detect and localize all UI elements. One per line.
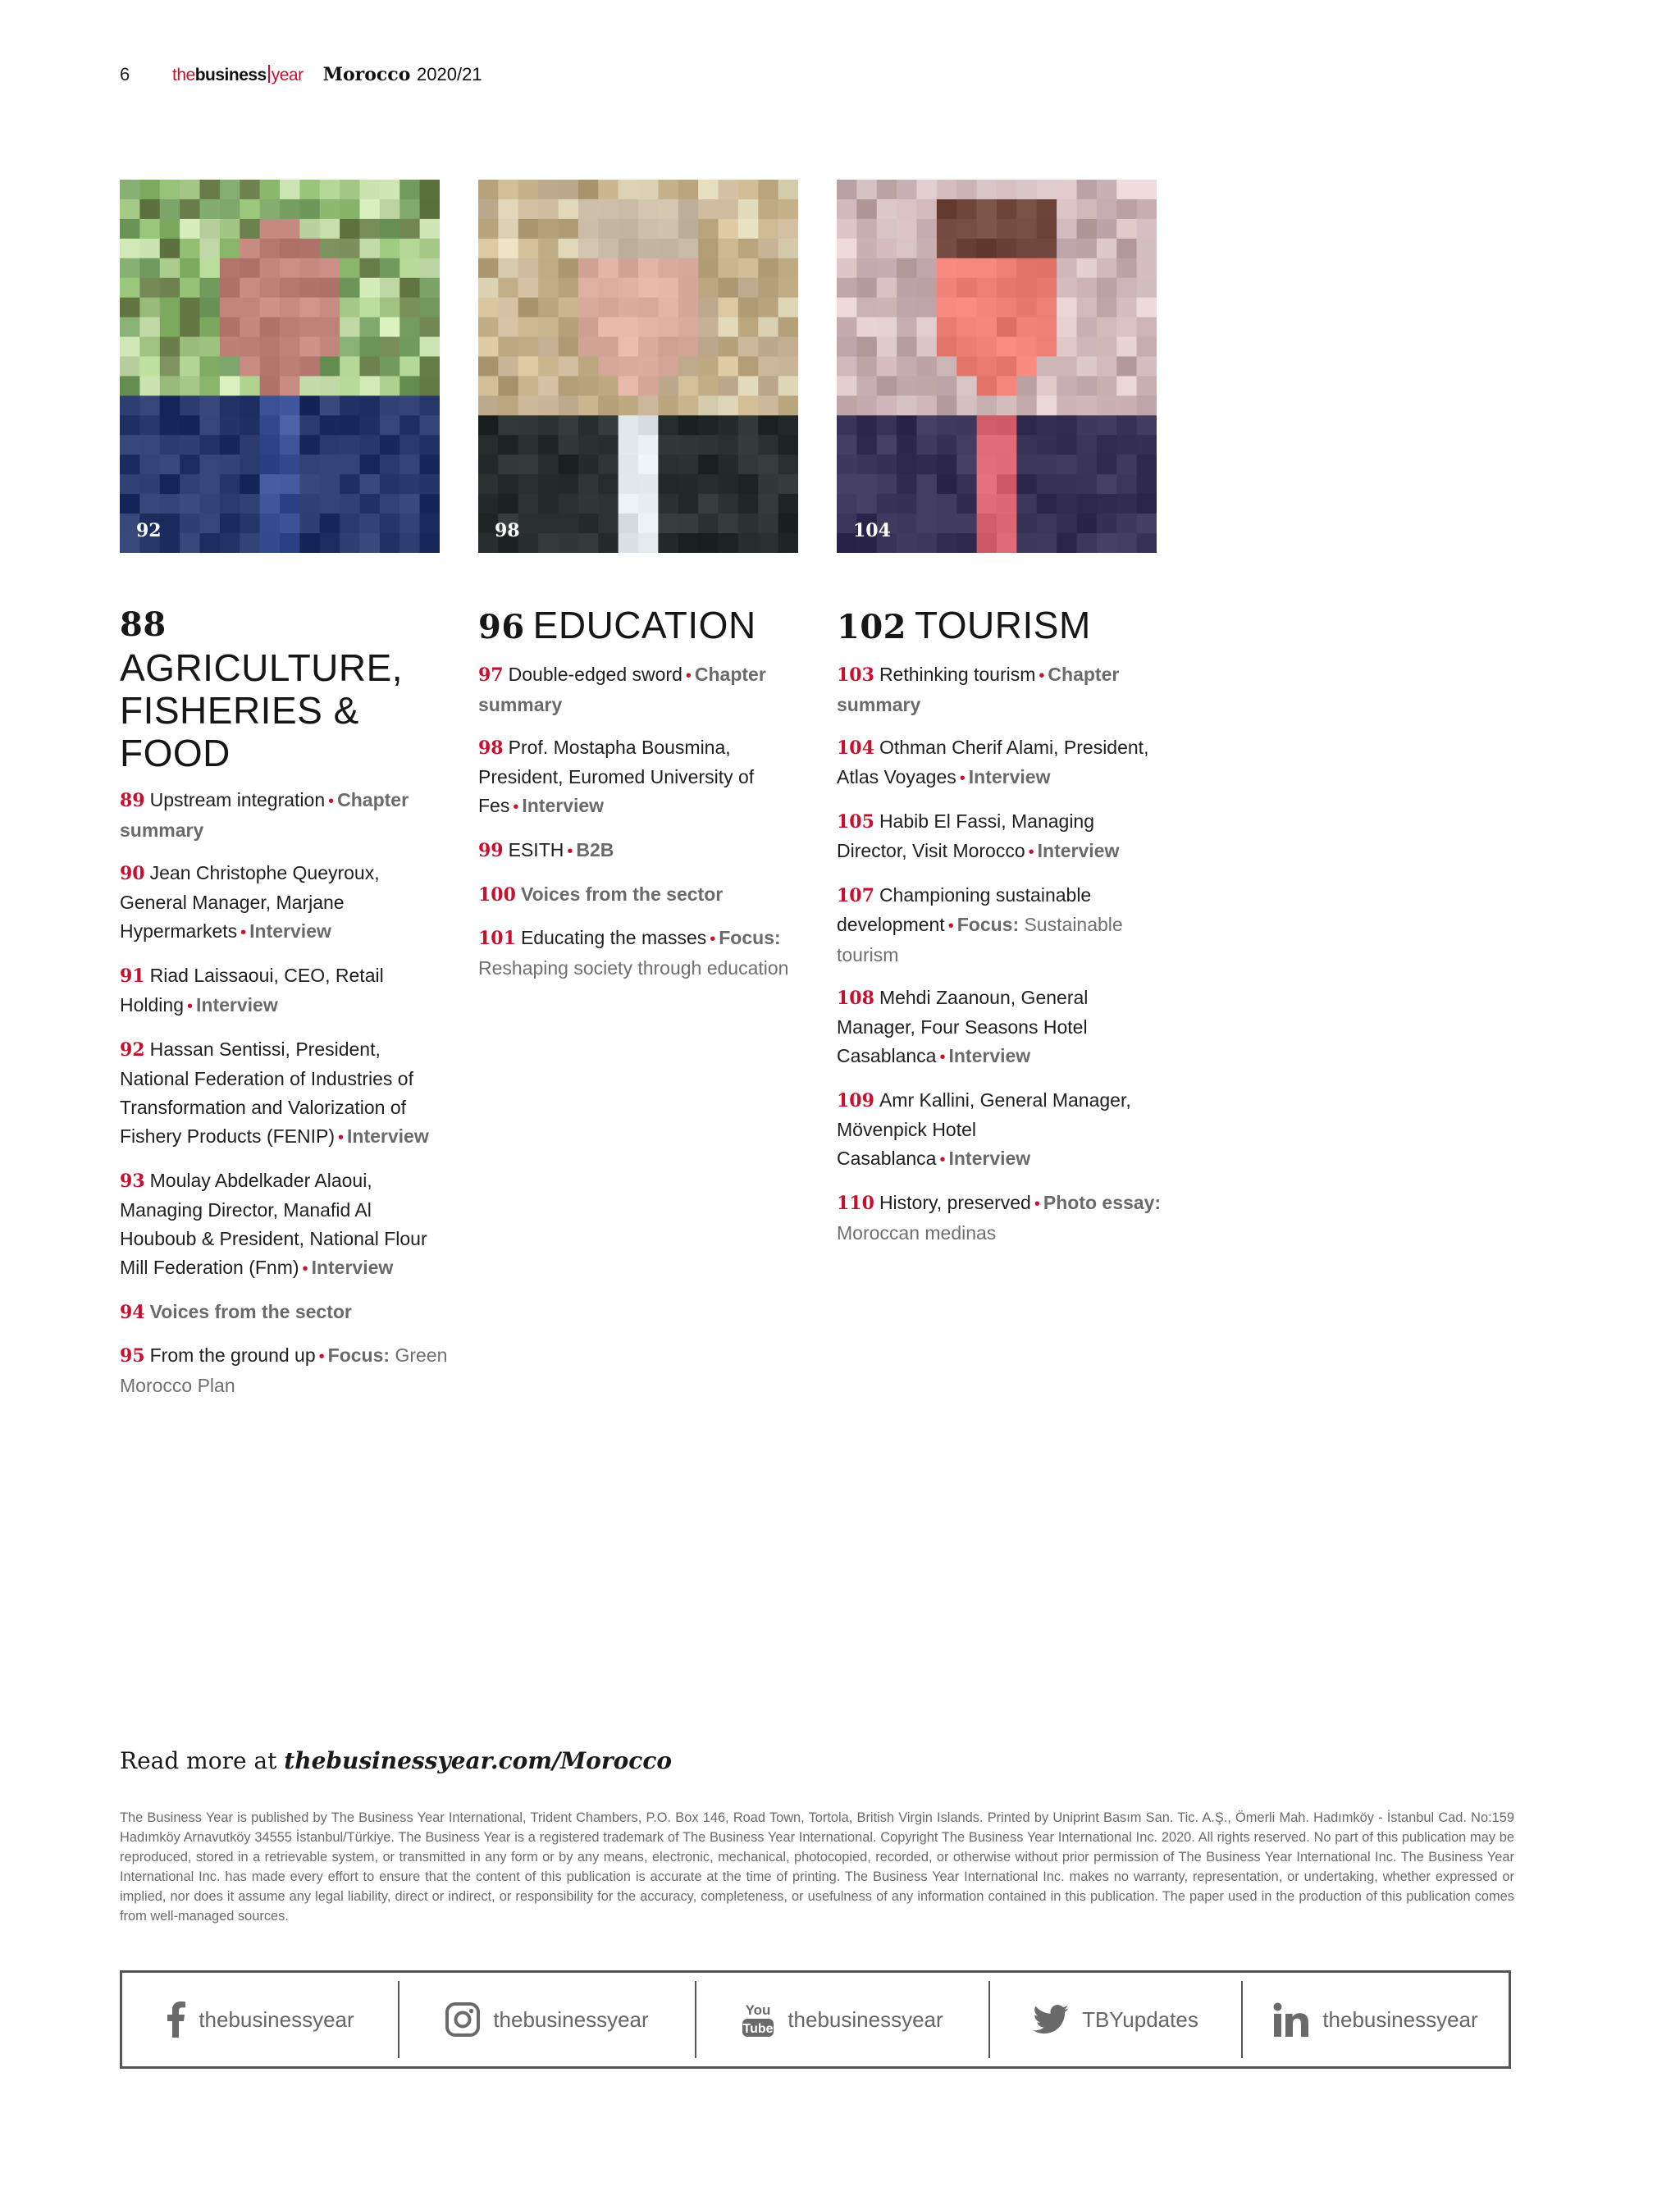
toc-entry[interactable]	[478, 924, 806, 983]
entry-page-number: 110	[837, 1193, 874, 1214]
facebook-icon	[166, 2001, 185, 2038]
toc-entry[interactable]	[120, 1298, 448, 1327]
social-handle: thebusinessyear	[788, 2006, 943, 2032]
toc-entry[interactable]	[478, 660, 806, 719]
entry-title: Mehdi Zaanoun, General Manager, Four Seasons Hotel Casablanca	[837, 987, 1089, 1066]
social-handle: thebusinessyear	[199, 2006, 354, 2032]
youtube-icon	[742, 2001, 774, 2038]
entry-page-number: 100	[478, 884, 516, 906]
portrait-photo-3	[837, 180, 1157, 553]
social-handle: thebusinessyear	[1322, 2006, 1478, 2032]
entry-page-number: 94	[120, 1302, 145, 1323]
entry-page-number: 105	[837, 811, 874, 833]
legal-notice: The Business Year is published by The Business Year International, Trident Chambers, P.O. Box 146, Road Town, Tortola, British Virgin Islands. Printed by Uniprint Basım San. Tic. A.Ş., Ömerli Mah. Hadımköy - İstanbul Cad. No:159 Hadımköy Arnavutköy 34555 İstanbul/Türkiye. The Business Year is a registered trademark of The Business Year International. Copyright The Business Year International Inc. 2020. All rights reserved. No part of this publication may be reproduced, stored in a retrievable system, or transmitted in any form or by any means, electronic, mechanical, photocopied, recorded, or otherwise without prior permission of The Business Year International Inc. The Business Year International Inc. has made every effort to ensure that the content of this publication is accurate at the time of printing. The Business Year International Inc. makes no warranty, representation, or undertaking, whether expressed or implied, nor does it assume any legal liability, direct or indirect, or responsibility for the accuracy, completeness, or usefulness of any information contained in this publication. The paper used in the production of this publication comes from well-managed sources.	[120, 1810, 1514, 1924]
toc-entry[interactable]	[837, 984, 1165, 1072]
entry-page-number: 95	[120, 1345, 145, 1367]
toc-entry[interactable]	[120, 1166, 448, 1284]
toc-list	[120, 786, 448, 1400]
pixelated-portrait-3	[837, 180, 1157, 553]
entry-page-number: 92	[120, 1039, 145, 1061]
entry-type-tag: Chapter summary	[478, 664, 766, 715]
brand-logo: thebusiness year	[172, 65, 304, 84]
toc-list	[837, 660, 1165, 1248]
pixelated-portrait-2	[478, 180, 798, 553]
entry-title: Double-edged sword	[508, 664, 682, 685]
social-instagram[interactable]	[398, 1981, 695, 2058]
bullet-separator: •	[328, 792, 335, 810]
portrait-photo-1	[120, 180, 440, 553]
entry-title: Voices from the sector	[520, 883, 724, 905]
section-education	[478, 604, 806, 997]
section-name: AGRICULTURE, FISHERIES & FOOD	[120, 646, 404, 774]
toc-entry[interactable]	[120, 1341, 448, 1400]
toc-entry[interactable]	[837, 807, 1165, 867]
section-number: 96	[478, 608, 525, 646]
entry-type-tag: Interview	[249, 920, 331, 942]
section-tourism	[837, 604, 1165, 1262]
entry-page-number: 109	[837, 1090, 874, 1111]
entry-subtitle: Sustainable tourism	[837, 914, 1123, 965]
entry-type-tag: Interview	[196, 994, 278, 1016]
entry-type-tag: Interview	[522, 795, 605, 816]
read-more	[120, 1747, 672, 1774]
bullet-separator: •	[959, 769, 966, 787]
entry-title: Championing sustainable development	[837, 884, 1092, 935]
entry-page-number: 97	[478, 664, 504, 686]
toc-entry[interactable]	[478, 880, 806, 910]
section-name: TOURISM	[915, 604, 1091, 646]
entry-title: Prof. Mostapha Bousmina, President, Euromed University of Fes	[478, 737, 755, 816]
section-name: EDUCATION	[532, 604, 756, 646]
entry-title: Riad Laissaoui, CEO, Retail Holding	[120, 965, 384, 1016]
section-number: 88	[120, 605, 167, 644]
entry-title: Upstream integration	[149, 789, 326, 810]
twitter-icon	[1033, 2005, 1069, 2034]
entry-title: Amr Kallini, General Manager, Mövenpick Hotel Casablanca	[837, 1089, 1131, 1169]
social-youtube[interactable]	[695, 1981, 988, 2058]
entry-title: ESITH	[508, 839, 564, 860]
entry-page-number: 89	[120, 790, 145, 811]
social-handle: TBYupdates	[1082, 2006, 1198, 2032]
entry-subtitle: Green Morocco Plan	[120, 1344, 448, 1396]
toc-entry[interactable]	[837, 1086, 1165, 1175]
entry-title: Educating the masses	[520, 927, 707, 948]
publication-title: Morocco 2020/21	[322, 64, 482, 85]
bullet-separator: •	[318, 1348, 325, 1366]
toc-entry[interactable]	[837, 881, 1165, 970]
toc-entry[interactable]	[120, 961, 448, 1021]
page-number: 6	[120, 64, 130, 84]
pixelated-portrait-1	[120, 180, 440, 553]
portrait-photo-2	[478, 180, 798, 553]
bullet-separator: •	[939, 1048, 946, 1066]
entry-title: Hassan Sentissi, President, National Federation of Industries of Transformation and Valorization of Fishery Products (FENIP)	[120, 1038, 413, 1147]
entry-title: History, preserved	[879, 1192, 1031, 1213]
bullet-separator: •	[1039, 667, 1045, 685]
entry-page-number: 90	[120, 863, 145, 884]
bullet-separator: •	[685, 667, 692, 685]
toc-entry[interactable]	[120, 1035, 448, 1152]
toc-entry[interactable]	[120, 786, 448, 845]
entry-type-tag: Focus:	[956, 914, 1020, 935]
entry-subtitle: Reshaping society through education	[478, 957, 789, 979]
entry-title: From the ground up	[149, 1344, 316, 1366]
bullet-separator: •	[302, 1260, 308, 1278]
bullet-separator: •	[240, 924, 247, 942]
entry-title: Rethinking tourism	[879, 664, 1036, 685]
entry-page-number: 101	[478, 928, 516, 949]
photo-page-number: 92	[136, 520, 162, 541]
entry-type-tag: B2B	[576, 839, 614, 860]
entry-title: Jean Christophe Queyroux, General Manager, Marjane Hypermarkets	[120, 862, 380, 942]
entry-type-tag: Interview	[948, 1148, 1031, 1169]
entry-title: Othman Cherif Alami, President, Atlas Voyages	[837, 737, 1149, 787]
entry-page-number: 98	[478, 737, 504, 759]
section-title	[837, 604, 1165, 649]
toc-entry[interactable]	[120, 859, 448, 947]
section-agriculture	[120, 604, 448, 1414]
toc-entry[interactable]	[837, 733, 1165, 793]
entry-title: Moulay Abdelkader Alaoui, Managing Director, Manafid Al Houboub & President, National Flour Mill Federation (Fnm)	[120, 1170, 427, 1278]
entry-type-tag: Focus:	[327, 1344, 390, 1366]
social-linkedin[interactable]	[1241, 1981, 1509, 2058]
bullet-separator: •	[338, 1129, 345, 1147]
page-header	[120, 61, 482, 89]
toc-entry[interactable]	[478, 836, 806, 866]
photo-page-number: 104	[853, 520, 891, 541]
read-more-link[interactable]: thebusinessyear.com/Morocco	[284, 1747, 673, 1774]
section-title	[478, 604, 806, 649]
bullet-separator: •	[187, 997, 194, 1016]
bullet-separator: •	[513, 798, 519, 816]
section-number: 102	[837, 608, 906, 646]
entry-page-number: 108	[837, 988, 874, 1009]
social-handle: thebusinessyear	[493, 2006, 649, 2032]
brand-divider	[268, 65, 270, 83]
bullet-separator: •	[947, 917, 954, 935]
social-bar	[120, 1970, 1511, 2069]
entry-page-number: 91	[120, 965, 145, 987]
toc-entry[interactable]	[837, 660, 1165, 719]
entry-page-number: 107	[837, 885, 874, 906]
svg-text:Tube: Tube	[742, 2022, 774, 2036]
svg-text:You: You	[745, 2002, 771, 2018]
bullet-separator: •	[1034, 1195, 1040, 1213]
bullet-separator: •	[939, 1151, 946, 1169]
toc-entry[interactable]	[478, 733, 806, 822]
toc-entry[interactable]	[837, 1189, 1165, 1248]
read-more-label: Read more at	[120, 1747, 277, 1774]
section-title	[120, 604, 448, 774]
instagram-icon	[445, 2002, 480, 2037]
entry-title: Habib El Fassi, Managing Director, Visit Morocco	[837, 810, 1095, 861]
entry-page-number: 103	[837, 664, 874, 686]
social-facebook[interactable]	[122, 1981, 398, 2058]
entry-type-tag: Interview	[968, 766, 1051, 787]
social-twitter[interactable]	[988, 1981, 1241, 2058]
photo-page-number: 98	[495, 520, 520, 541]
toc-list	[478, 660, 806, 983]
bullet-separator: •	[1028, 843, 1034, 861]
entry-type-tag: Interview	[1037, 840, 1120, 861]
entry-type-tag: Chapter summary	[120, 789, 409, 841]
entry-type-tag: Interview	[347, 1125, 429, 1147]
entry-type-tag: Interview	[311, 1257, 394, 1278]
entry-type-tag: Interview	[948, 1045, 1031, 1066]
entry-type-tag: Focus:	[719, 927, 781, 948]
entry-type-tag: Chapter summary	[837, 664, 1120, 715]
bullet-separator: •	[710, 930, 716, 948]
entry-title: Voices from the sector	[149, 1301, 352, 1322]
entry-subtitle: Moroccan medinas	[837, 1222, 997, 1244]
entry-page-number: 93	[120, 1171, 145, 1192]
entry-page-number: 104	[837, 737, 874, 759]
entry-type-tag: Photo essay:	[1043, 1192, 1162, 1213]
bullet-separator: •	[567, 842, 573, 860]
entry-page-number: 99	[478, 840, 504, 861]
linkedin-icon	[1273, 2002, 1309, 2037]
